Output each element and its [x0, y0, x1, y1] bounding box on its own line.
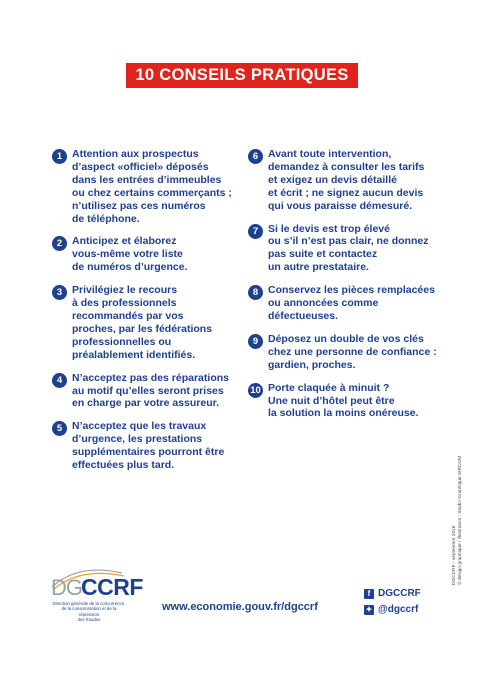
facebook-label: DGCCRF: [378, 588, 421, 599]
tip-text: Anticipez et élaborez vous-même votre liste de numéros d’urgence.: [72, 235, 188, 274]
tip-text: N’acceptez pas des réparations au motif qu’elles seront prises en charge par votre assureur.: [72, 371, 229, 410]
tip-text: Avant toute intervention, demandez à consulter les tarifs et exigez un devis détaillé et écrit ; ne signez aucun devis qui vous paraisse démesuré.: [268, 148, 425, 212]
tip-number-badge: 3: [52, 285, 67, 300]
tip-5: [52, 420, 240, 472]
tip-9: [248, 333, 448, 372]
logo-subtitle: Direction générale de la concurrence, de la consommation et de la répression des fraudes: [52, 601, 126, 622]
tip-number-badge: 6: [248, 149, 263, 164]
facebook-icon: f: [364, 589, 374, 599]
twitter-link[interactable]: [364, 604, 418, 615]
website-link[interactable]: www.economie.gouv.fr/dgccrf: [162, 601, 318, 613]
tip-number-badge: 4: [52, 373, 67, 388]
tip-number-badge: 7: [248, 224, 263, 239]
credits-design: © design graphique / illustration : Studio Graphique SIRCOM: [458, 455, 463, 585]
tips-column-left: [52, 148, 240, 482]
credits-date: DGCCRF - septembre 2016: [452, 525, 457, 585]
tip-number-badge: 1: [52, 149, 67, 164]
tip-number-badge: 2: [52, 236, 67, 251]
tip-10: [248, 382, 448, 421]
tip-text: Si le devis est trop élevé ou s’il n’est pas clair, ne donnez pas suite et contactez un autre prestataire.: [268, 222, 429, 274]
tip-1: [52, 148, 240, 225]
tip-text: Conservez les pièces remplacées ou annoncées comme défectueuses.: [268, 284, 435, 322]
tips-column-right: [248, 148, 448, 430]
tip-8: [248, 284, 448, 323]
logo-dg-text: DG: [51, 575, 82, 600]
tip-number-badge: 10: [248, 383, 263, 398]
page-title: 10 CONSEILS PRATIQUES: [126, 63, 358, 88]
tip-text: N’acceptez que les travaux d’urgence, les prestations supplémentaires pourront être effectuées plus tard.: [72, 420, 225, 472]
twitter-label: @dgccrf: [378, 604, 419, 615]
tip-7: [248, 223, 448, 275]
tip-text: Privilégiez le recours à des professionnels recommandés par vos proches, par les fédérations professionnelles ou préalablement identifiés.: [72, 284, 213, 361]
tip-number-badge: 9: [248, 334, 263, 349]
tip-4: [52, 372, 240, 411]
tip-text: Attention aux prospectus d’aspect «officiel» déposés dans les entrées d’immeubles ou chez certains commerçants ; n’utilisez pas ces numéros de téléphone.: [72, 148, 232, 225]
tip-text: Porte claquée à minuit ? Une nuit d’hôtel peut être la solution la moins onéreuse.: [268, 381, 419, 420]
twitter-icon: ✦: [365, 604, 373, 614]
logo-ccrf-text: CCRF: [81, 574, 143, 600]
tip-6: [248, 148, 448, 213]
tip-3: [52, 284, 240, 361]
credits-vertical: [452, 456, 464, 585]
tip-2: [52, 235, 240, 274]
tip-number-badge: 5: [52, 421, 67, 436]
tip-number-badge: 8: [248, 285, 263, 300]
dgccrf-logo: [48, 567, 143, 627]
facebook-link[interactable]: [364, 588, 421, 599]
tip-text: Déposez un double de vos clés chez une personne de confiance : gardien, proches.: [268, 332, 437, 371]
